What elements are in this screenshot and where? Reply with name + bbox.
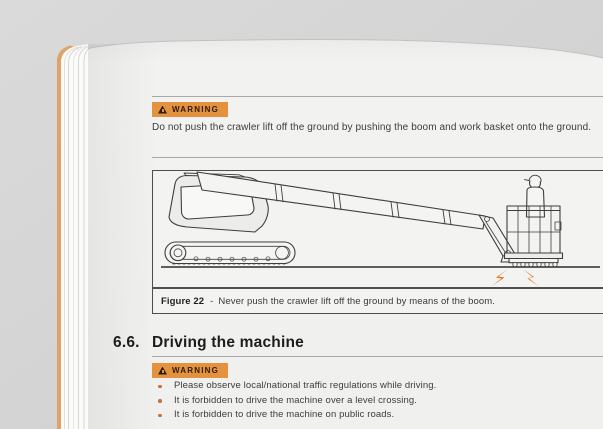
- warning-badge: [152, 102, 228, 117]
- figure-22-illustration: [153, 171, 603, 287]
- warning-triangle-icon: [158, 106, 167, 114]
- section-title: Driving the machine: [152, 334, 304, 351]
- bullet-dot-icon: [158, 385, 162, 389]
- warning-badge-label: WARNING: [172, 104, 220, 114]
- warning-block-bottom-rule: [152, 157, 603, 158]
- warning-block-top-rule: [152, 96, 603, 97]
- list-item: [152, 394, 436, 409]
- warning-bullet-list: [152, 379, 436, 423]
- lightning-bolt-icon: [491, 269, 508, 287]
- lightning-bolt-icon: [523, 269, 539, 287]
- section-heading: [113, 334, 304, 352]
- list-item: [152, 379, 436, 394]
- bullet-dot-icon: [158, 414, 162, 418]
- warning-badge-label: WARNING: [172, 365, 220, 375]
- figure-label: Figure 22: [161, 295, 205, 307]
- figure-caption-text: Never push the crawler lift off the ground by means of the boom.: [218, 295, 495, 307]
- list-item: [152, 408, 436, 423]
- warning-badge: [152, 363, 228, 378]
- section-heading-rule: [152, 356, 603, 357]
- figure-box: [152, 170, 603, 288]
- crawler-tracks: [165, 242, 295, 264]
- warning-text: Do not push the crawler lift off the ground by pushing the boom and work basket onto the ground.: [152, 122, 592, 133]
- bullet-text: It is forbidden to drive the machine on public roads.: [174, 409, 395, 421]
- figure-caption-separator: -: [210, 295, 214, 307]
- warning-triangle-icon: [158, 367, 167, 375]
- impact-lightning-icons: [491, 269, 539, 287]
- section-number: 6.6.: [113, 334, 140, 351]
- bullet-dot-icon: [158, 399, 162, 403]
- bullet-text: Please observe local/national traffic regulations while driving.: [174, 380, 437, 391]
- crawler-lift-drawing: [165, 172, 563, 267]
- bullet-text: It is forbidden to drive the machine over a level crossing.: [174, 394, 417, 406]
- figure-caption: [152, 288, 603, 314]
